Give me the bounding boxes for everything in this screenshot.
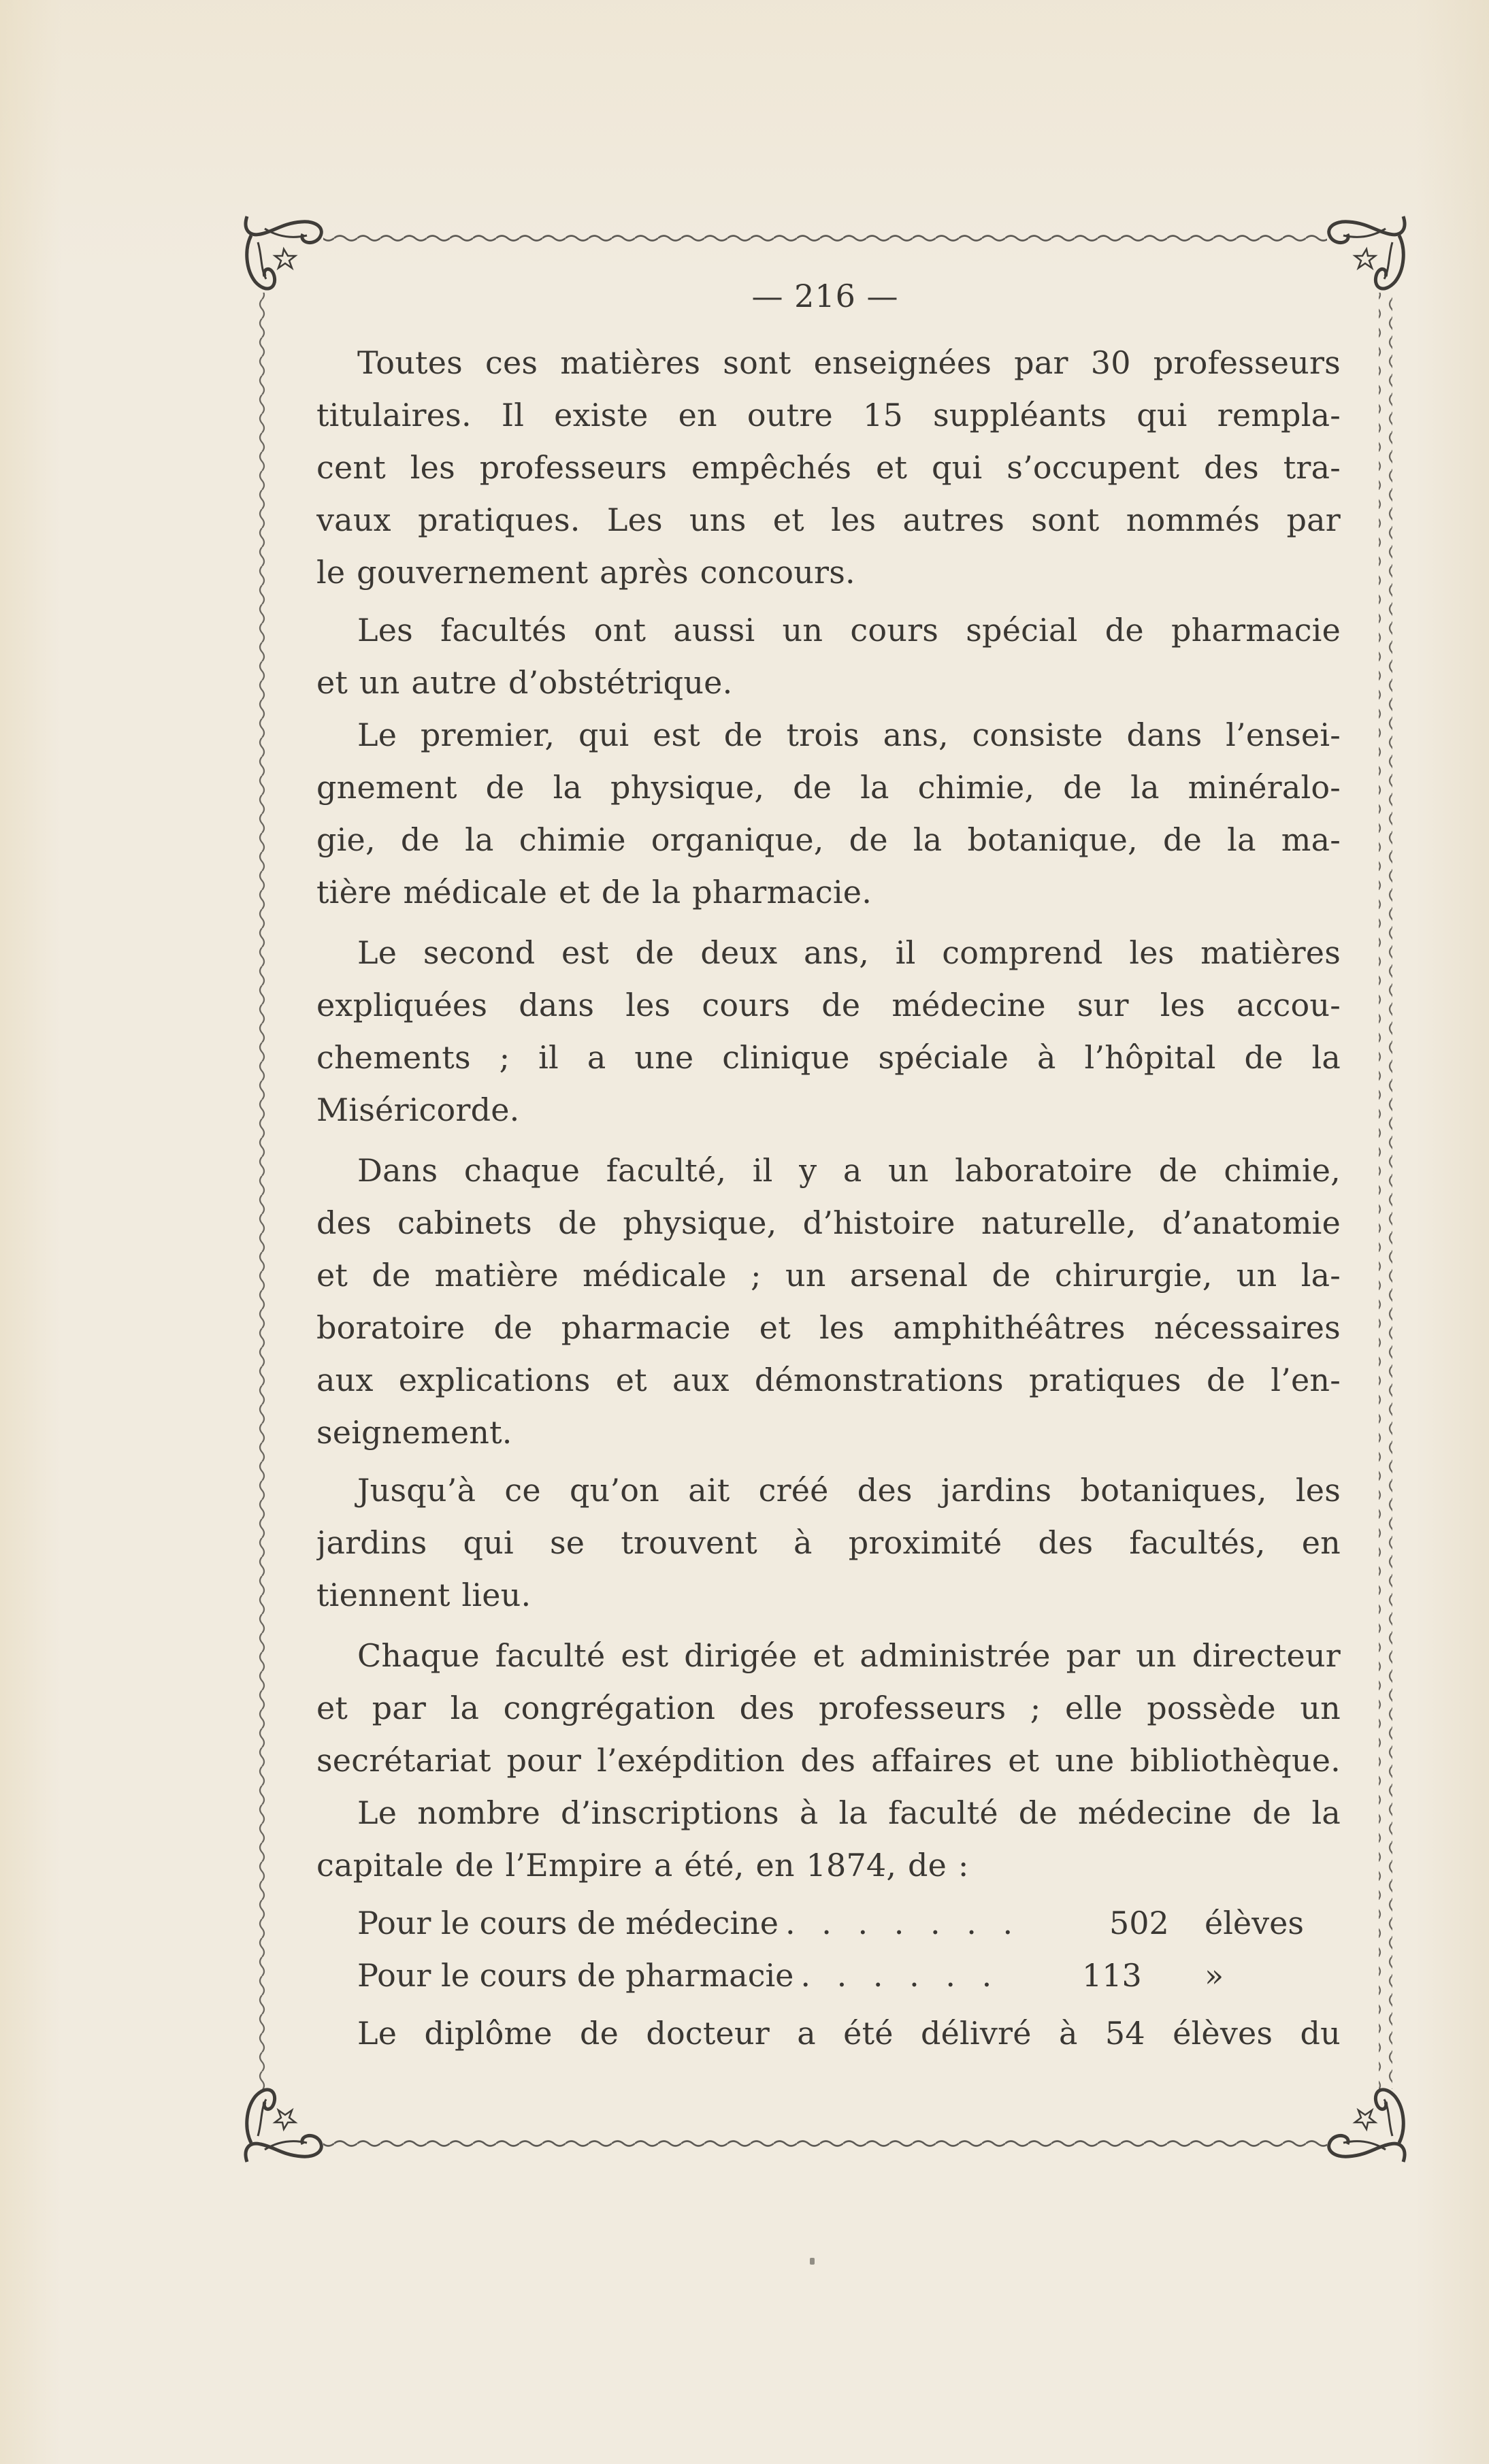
paragraph-laboratoires	[316, 1145, 1341, 1459]
text-line: des cabinets de physique, d’histoire naturelle, d’anatomie	[316, 1204, 1341, 1241]
border-right-wave	[1379, 293, 1392, 2089]
paragraph-premier-cours	[316, 709, 1341, 919]
page-number: — 216 —	[751, 278, 899, 314]
enrollment-unit: élèves	[1205, 1905, 1304, 1941]
text-line: Jusqu’à ce qu’on ait créé des jardins botaniques, les	[357, 1472, 1341, 1509]
ornamental-frame	[242, 204, 1409, 2174]
border-bottom-wave	[323, 2134, 1327, 2148]
text-line: aux explications et aux démonstrations pratiques de l’en-	[316, 1362, 1341, 1398]
text-line: gnement de la physique, de la chimie, de la minéralo-	[316, 769, 1341, 806]
text-line: Le nombre d’inscriptions à la faculté de médecine de la	[357, 1794, 1341, 1831]
text-line: Le premier, qui est de trois ans, consiste dans l’ensei-	[357, 717, 1341, 753]
enrollment-label: Pour le cours de médecine	[357, 1905, 779, 1941]
paragraph-inscriptions	[316, 1787, 1341, 1892]
paragraph-jardins	[316, 1464, 1341, 1622]
border-top-wave	[323, 229, 1327, 242]
text-line: Dans chaque faculté, il y a un laboratoire de chimie,	[357, 1152, 1341, 1189]
text-line: gie, de la chimie organique, de la botanique, de la ma-	[316, 821, 1341, 858]
text-line: et par la congrégation des professeurs ; elle possède un	[316, 1690, 1341, 1726]
text-line: secrétariat pour l’exépdition des affaires et une bibliothèque.	[316, 1742, 1341, 1779]
paragraph-professeurs	[316, 337, 1341, 599]
paragraph-diplome	[316, 2007, 1341, 2060]
text-line: vaux pratiques. Les uns et les autres sont nommés par	[316, 502, 1341, 538]
enrollment-label: Pour le cours de pharmacie	[357, 1957, 794, 1994]
text-line: chements ; il a une clinique spéciale à l’hôpital de la	[316, 1039, 1341, 1076]
text-line: Les facultés ont aussi un cours spécial de pharmacie	[357, 612, 1341, 648]
enrollment-unit: »	[1205, 1957, 1224, 1994]
enrollment-count: 502	[1109, 1905, 1169, 1941]
text-line: Miséricorde.	[316, 1091, 520, 1128]
text-line: boratoire de pharmacie et les amphithéâtres nécessaires	[316, 1309, 1341, 1346]
body-text	[316, 337, 1341, 2060]
enrollment-row-pharmacie	[316, 1950, 1341, 2002]
enrollment-row-medecine	[316, 1897, 1341, 1950]
text-line: tière médicale et de la pharmacie.	[316, 874, 872, 910]
enrollment-table	[316, 1897, 1341, 2002]
text-line: Toutes ces matières sont enseignées par 30 professeurs	[357, 344, 1341, 381]
text-line: tiennent lieu.	[316, 1577, 531, 1613]
text-line: jardins qui se trouvent à proximité des facultés, en	[316, 1524, 1341, 1561]
text-line: cent les professeurs empêchés et qui s’occupent des tra-	[316, 449, 1341, 486]
enrollment-count: 113	[1082, 1957, 1142, 1994]
paper-speck	[810, 2258, 815, 2265]
text-line: le gouvernement après concours.	[316, 554, 855, 591]
text-line: seignement.	[316, 1414, 512, 1451]
text-line: Le diplôme de docteur a été délivré à 54 élèves du	[357, 2015, 1341, 2052]
text-line: et de matière médicale ; un arsenal de chirurgie, un la-	[316, 1257, 1341, 1294]
text-line: expliquées dans les cours de médecine sur les accou-	[316, 987, 1341, 1023]
text-line: Le second est de deux ans, il comprend les matières	[357, 934, 1341, 971]
text-line: capitale de l’Empire a été, en 1874, de :	[316, 1847, 969, 1884]
text-line: Chaque faculté est dirigée et administrée par un directeur	[357, 1637, 1341, 1674]
ornament-corner-bottom-left-icon	[246, 2090, 321, 2162]
dot-leader: . . . . . . .	[785, 1905, 1021, 1941]
text-line: titulaires. Il existe en outre 15 suppléants qui rempla-	[316, 397, 1341, 433]
paragraph-cours-special	[316, 604, 1341, 709]
border-left-wave	[258, 293, 272, 2089]
dot-leader: . . . . . .	[800, 1957, 1000, 1994]
paragraph-administration	[316, 1630, 1341, 1787]
paragraph-second-cours	[316, 927, 1341, 1136]
text-line: et un autre d’obstétrique.	[316, 664, 733, 701]
ornament-corner-bottom-right-icon	[1329, 2090, 1405, 2162]
